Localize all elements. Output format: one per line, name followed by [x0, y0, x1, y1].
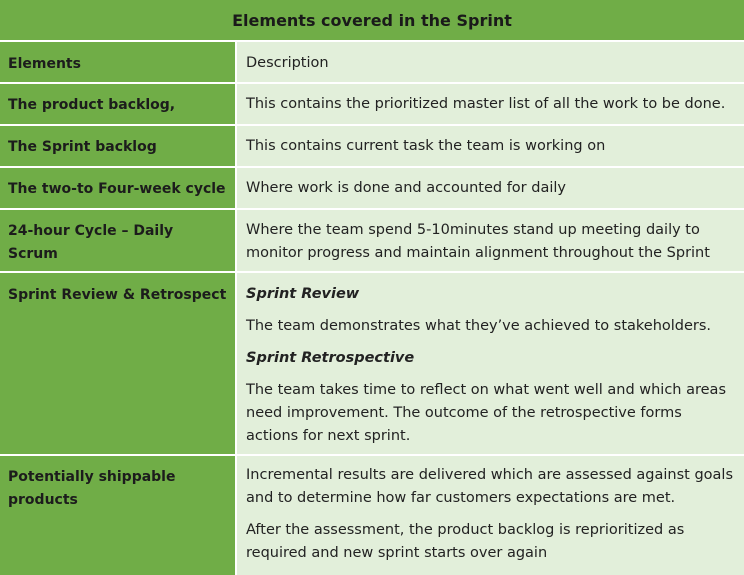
header-elements: Elements	[0, 42, 237, 82]
element-cell: Potentially shippable products	[0, 456, 237, 575]
description-cell: This contains current task the team is working on	[237, 126, 744, 166]
sprint-retrospective-text: The team takes time to reflect on what went well and which areas need improvement. The outcome of the retrospective forms actions for next sprint.	[246, 382, 726, 444]
element-cell: 24-hour Cycle – Daily Scrum	[0, 210, 237, 271]
table-row	[0, 126, 744, 168]
table-title: Elements covered in the Sprint	[0, 0, 744, 42]
table-header-row	[0, 42, 744, 84]
element-cell: The product backlog,	[0, 84, 237, 124]
element-cell: The two-to Four-week cycle	[0, 168, 237, 208]
shippable-description-2: After the assessment, the product backlog is reprioritized as required and new sprint starts over again	[246, 522, 685, 561]
table-row	[0, 210, 744, 273]
table-row	[0, 456, 744, 575]
description-cell: This contains the prioritized master list of all the work to be done.	[237, 84, 744, 124]
header-description: Description	[237, 42, 744, 82]
sprint-review-heading: Sprint Review	[246, 286, 360, 302]
description-cell	[237, 456, 744, 575]
table-row	[0, 84, 744, 126]
table-row	[0, 168, 744, 210]
table-row	[0, 273, 744, 456]
element-cell: Sprint Review & Retrospect	[0, 273, 237, 454]
sprint-review-text: The team demonstrates what they’ve achieved to stakeholders.	[246, 318, 712, 334]
description-cell: Where the team spend 5-10minutes stand up meeting daily to monitor progress and maintain alignment throughout the Sprint	[237, 210, 744, 271]
description-cell	[237, 273, 744, 454]
element-cell: The Sprint backlog	[0, 126, 237, 166]
sprint-retrospective-heading: Sprint Retrospective	[246, 350, 415, 366]
description-cell: Where work is done and accounted for daily	[237, 168, 744, 208]
shippable-description-1: Incremental results are delivered which are assessed against goals and to determine how far customers expectations are met.	[246, 467, 734, 506]
